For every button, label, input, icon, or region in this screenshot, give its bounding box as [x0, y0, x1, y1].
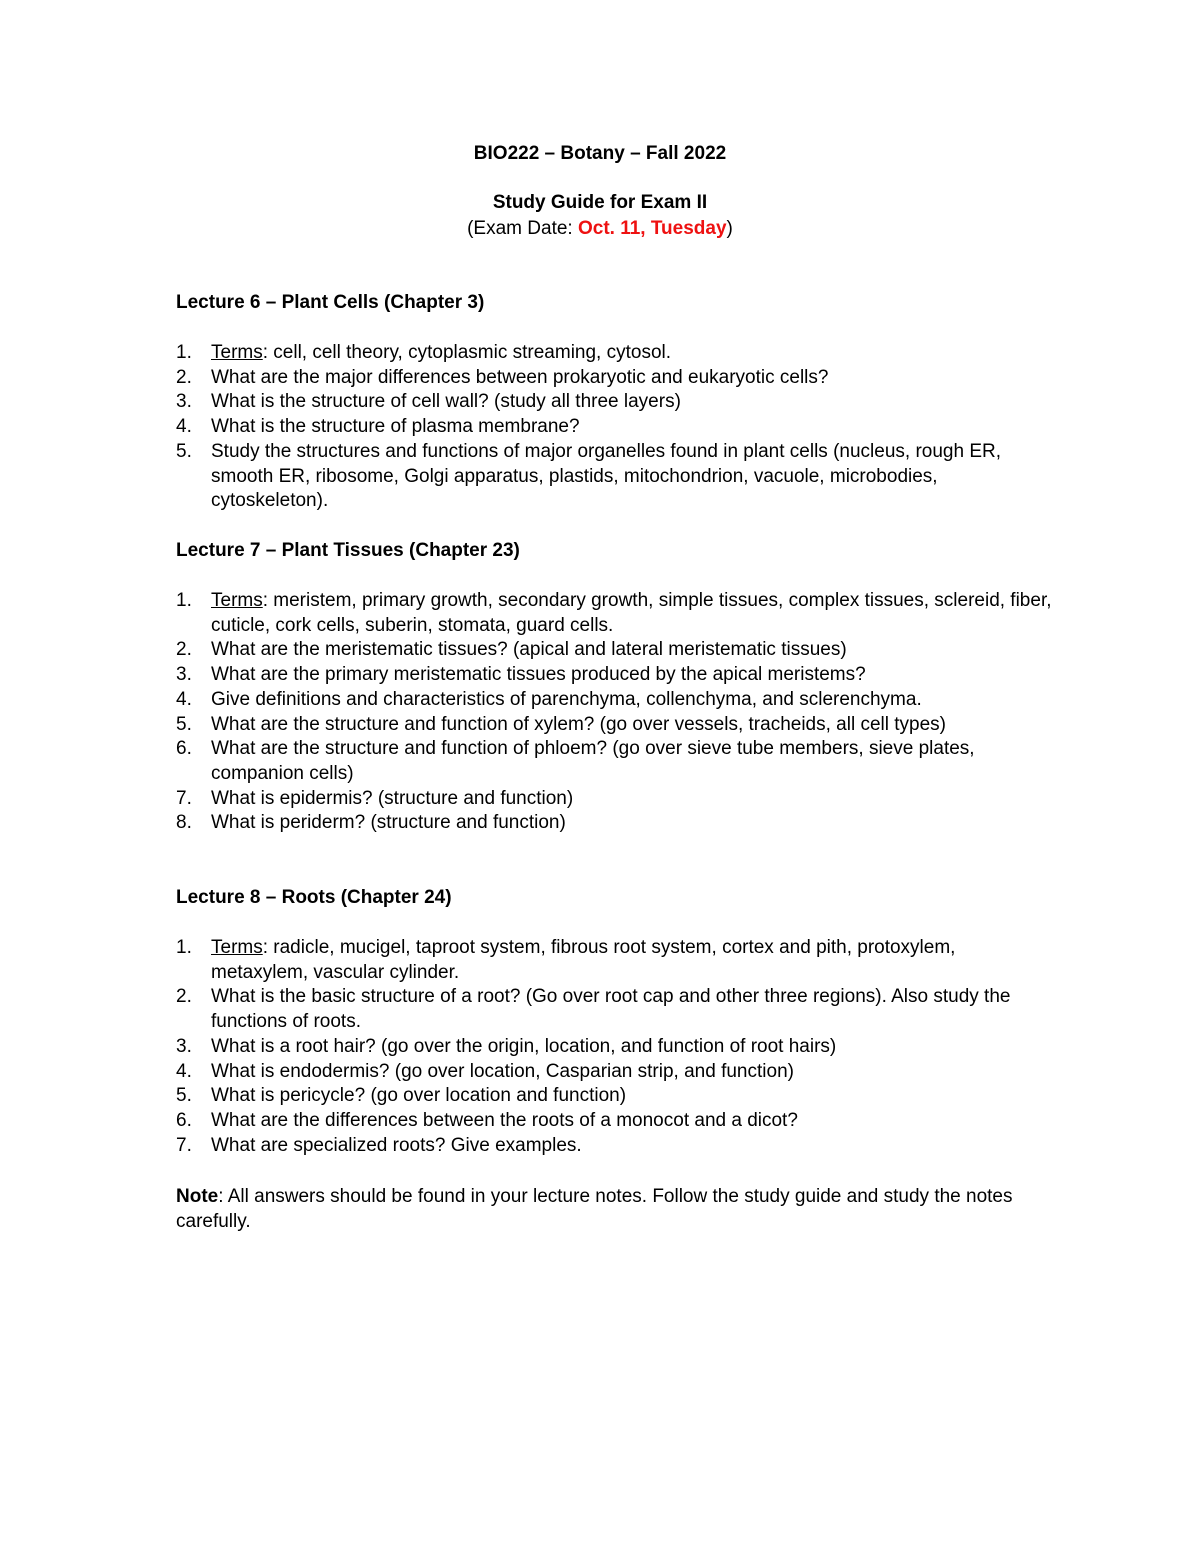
list-item: 6. What are the differences between the roots of a monocot and a dicot? [176, 1109, 798, 1131]
list-item: 5. Study the structures and functions of major organelles found in plant cells (nucleus, rough ER, smooth ER, ribosome, Golgi apparatus, plastids, mitochondrion, vacuole, microbodies, cytoskeleton). [176, 440, 1001, 512]
exam-date-value: Oct. 11, Tuesday [577, 218, 727, 239]
terms-label: Terms [211, 937, 263, 958]
section-title-lecture-7: Lecture 7 – Plant Tissues (Chapter 23) [176, 540, 520, 561]
section-title-lecture-8: Lecture 8 – Roots (Chapter 24) [176, 887, 452, 908]
list-item: 5. What is pericycle? (go over location and function) [176, 1085, 627, 1107]
list-item: 1. Terms: meristem, primary growth, secondary growth, simple tissues, complex tissues, sclereid, fiber, cuticle, cork cells, suberin, stomata, guard cells. [176, 590, 1052, 636]
list-item: 2. What are the major differences between prokaryotic and eukaryotic cells? [176, 366, 829, 388]
list-item: 4. What is the structure of plasma membrane? [176, 416, 580, 438]
list-item: 1. Terms: cell, cell theory, cytoplasmic streaming, cytosol. [176, 342, 672, 363]
list-item: 8. What is periderm? (structure and function) [176, 812, 566, 834]
list-item: 7. What are specialized roots? Give examples. [176, 1134, 582, 1156]
section-title-lecture-6: Lecture 6 – Plant Cells (Chapter 3) [176, 292, 485, 313]
list-item: 1. Terms: radicle, mucigel, taproot system, fibrous root system, cortex and pith, protoxylem, metaxylem, vascular cylinder. [176, 937, 956, 983]
lecture-6-list [176, 341, 1056, 514]
lecture-7-list [176, 589, 1056, 836]
terms-label: Terms [211, 342, 263, 363]
list-item: 4. What is endodermis? (go over location, Casparian strip, and function) [176, 1060, 794, 1082]
list-item: 6. What are the structure and function of phloem? (go over sieve tube members, sieve plates, companion cells) [176, 738, 975, 784]
list-item: 4. Give definitions and characteristics of parenchyma, collenchyma, and sclerenchyma. [176, 688, 922, 710]
exam-date [0, 217, 1200, 241]
note-label: Note [176, 1186, 219, 1207]
note-text: : All answers should be found in your lecture notes. Follow the study guide and study the notes carefully. [176, 1186, 1013, 1232]
note-paragraph [176, 1184, 1016, 1234]
exam-date-close: ) [726, 218, 733, 239]
list-item: 5. What are the structure and function of xylem? (go over vessels, tracheids, all cell types) [176, 713, 946, 735]
list-item: 7. What is epidermis? (structure and function) [176, 787, 574, 809]
list-item: 2. What are the meristematic tissues? (apical and lateral meristematic tissues) [176, 639, 847, 661]
list-item: 3. What are the primary meristematic tissues produced by the apical meristems? [176, 664, 866, 686]
exam-date-open: (Exam Date: [467, 218, 578, 239]
course-title: BIO222 – Botany – Fall 2022 [473, 143, 727, 164]
list-item: 3. What is the structure of cell wall? (study all three layers) [176, 391, 681, 413]
list-item: 2. What is the basic structure of a root? (Go over root cap and other three regions). Also study the functions of roots. [176, 986, 1011, 1033]
terms-label: Terms [211, 590, 263, 611]
guide-title: Study Guide for Exam II [492, 192, 708, 213]
list-item: 3. What is a root hair? (go over the origin, location, and function of root hairs) [176, 1035, 837, 1057]
lecture-8-list [176, 936, 1056, 1158]
